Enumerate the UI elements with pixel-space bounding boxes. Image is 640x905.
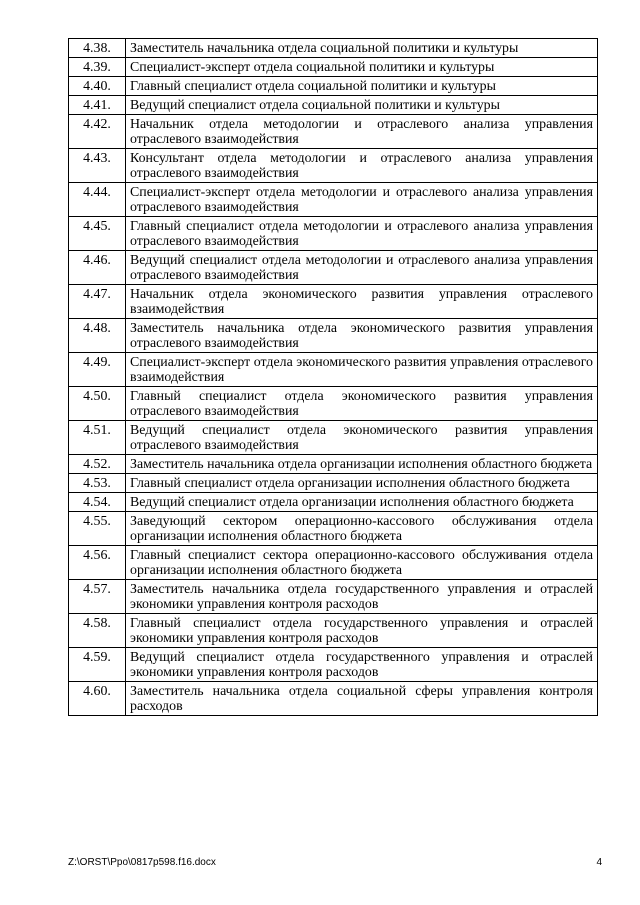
row-number: 4.48. <box>69 319 126 353</box>
position-title: Специалист-эксперт отдела социальной политики и культуры <box>126 58 598 77</box>
position-title: Заместитель начальника отдела государственного управления и отраслей экономики управления контроля расходов <box>126 580 598 614</box>
row-number: 4.51. <box>69 421 126 455</box>
position-title: Начальник отдела методологии и отраслевого анализа управления отраслевого взаимодействия <box>126 115 598 149</box>
row-number: 4.40. <box>69 77 126 96</box>
table-row <box>69 512 598 546</box>
position-title: Главный специалист отдела социальной политики и культуры <box>126 77 598 96</box>
row-number: 4.55. <box>69 512 126 546</box>
table-row <box>69 183 598 217</box>
row-number: 4.39. <box>69 58 126 77</box>
table-row <box>69 217 598 251</box>
position-title: Консультант отдела методологии и отраслевого анализа управления отраслевого взаимодействия <box>126 149 598 183</box>
position-title: Заместитель начальника отдела организации исполнения областного бюджета <box>126 455 598 474</box>
table-row <box>69 421 598 455</box>
position-title: Главный специалист отдела экономического развития управления отраслевого взаимодействия <box>126 387 598 421</box>
table-row <box>69 115 598 149</box>
position-title: Ведущий специалист отдела социальной политики и культуры <box>126 96 598 115</box>
position-title: Главный специалист отдела организации исполнения областного бюджета <box>126 474 598 493</box>
table-row <box>69 96 598 115</box>
position-title: Главный специалист отдела государственного управления и отраслей экономики управления контроля расходов <box>126 614 598 648</box>
position-title: Специалист-эксперт отдела экономического развития управления отраслевого взаимодействия <box>126 353 598 387</box>
position-title: Заместитель начальника отдела социальной политики и культуры <box>126 39 598 58</box>
row-number: 4.46. <box>69 251 126 285</box>
position-title: Главный специалист отдела методологии и отраслевого анализа управления отраслевого взаимодействия <box>126 217 598 251</box>
table-row <box>69 474 598 493</box>
position-title: Заместитель начальника отдела социальной сферы управления контроля расходов <box>126 682 598 716</box>
row-number: 4.58. <box>69 614 126 648</box>
position-title: Ведущий специалист отдела организации исполнения областного бюджета <box>126 493 598 512</box>
row-number: 4.57. <box>69 580 126 614</box>
page-number: 4 <box>596 857 602 868</box>
row-number: 4.60. <box>69 682 126 716</box>
position-title: Заведующий сектором операционно-кассового обслуживания отдела организации исполнения областного бюджета <box>126 512 598 546</box>
position-title: Специалист-эксперт отдела методологии и отраслевого анализа управления отраслевого взаимодействия <box>126 183 598 217</box>
table-row <box>69 387 598 421</box>
table-row <box>69 493 598 512</box>
row-number: 4.49. <box>69 353 126 387</box>
row-number: 4.45. <box>69 217 126 251</box>
table-row <box>69 614 598 648</box>
row-number: 4.38. <box>69 39 126 58</box>
row-number: 4.43. <box>69 149 126 183</box>
row-number: 4.52. <box>69 455 126 474</box>
table-row <box>69 285 598 319</box>
row-number: 4.53. <box>69 474 126 493</box>
table-row <box>69 319 598 353</box>
position-title: Заместитель начальника отдела экономического развития управления отраслевого взаимодействия <box>126 319 598 353</box>
row-number: 4.54. <box>69 493 126 512</box>
row-number: 4.41. <box>69 96 126 115</box>
table-row <box>69 251 598 285</box>
position-title: Ведущий специалист отдела экономического развития управления отраслевого взаимодействия <box>126 421 598 455</box>
table-row <box>69 682 598 716</box>
row-number: 4.56. <box>69 546 126 580</box>
position-title: Главный специалист сектора операционно-кассового обслуживания отдела организации исполнения областного бюджета <box>126 546 598 580</box>
table-row <box>69 149 598 183</box>
table-row <box>69 546 598 580</box>
table-row <box>69 455 598 474</box>
row-number: 4.59. <box>69 648 126 682</box>
table-row <box>69 580 598 614</box>
positions-table <box>68 38 598 716</box>
table-row <box>69 39 598 58</box>
table-row <box>69 77 598 96</box>
position-title: Начальник отдела экономического развития управления отраслевого взаимодействия <box>126 285 598 319</box>
row-number: 4.42. <box>69 115 126 149</box>
row-number: 4.44. <box>69 183 126 217</box>
row-number: 4.47. <box>69 285 126 319</box>
table-row <box>69 58 598 77</box>
position-title: Ведущий специалист отдела методологии и отраслевого анализа управления отраслевого взаимодействия <box>126 251 598 285</box>
positions-table-body <box>69 39 598 716</box>
row-number: 4.50. <box>69 387 126 421</box>
position-title: Ведущий специалист отдела государственного управления и отраслей экономики управления контроля расходов <box>126 648 598 682</box>
footer-file-path: Z:\ORST\Ppo\0817p598.f16.docx <box>68 857 216 868</box>
table-row <box>69 648 598 682</box>
table-row <box>69 353 598 387</box>
